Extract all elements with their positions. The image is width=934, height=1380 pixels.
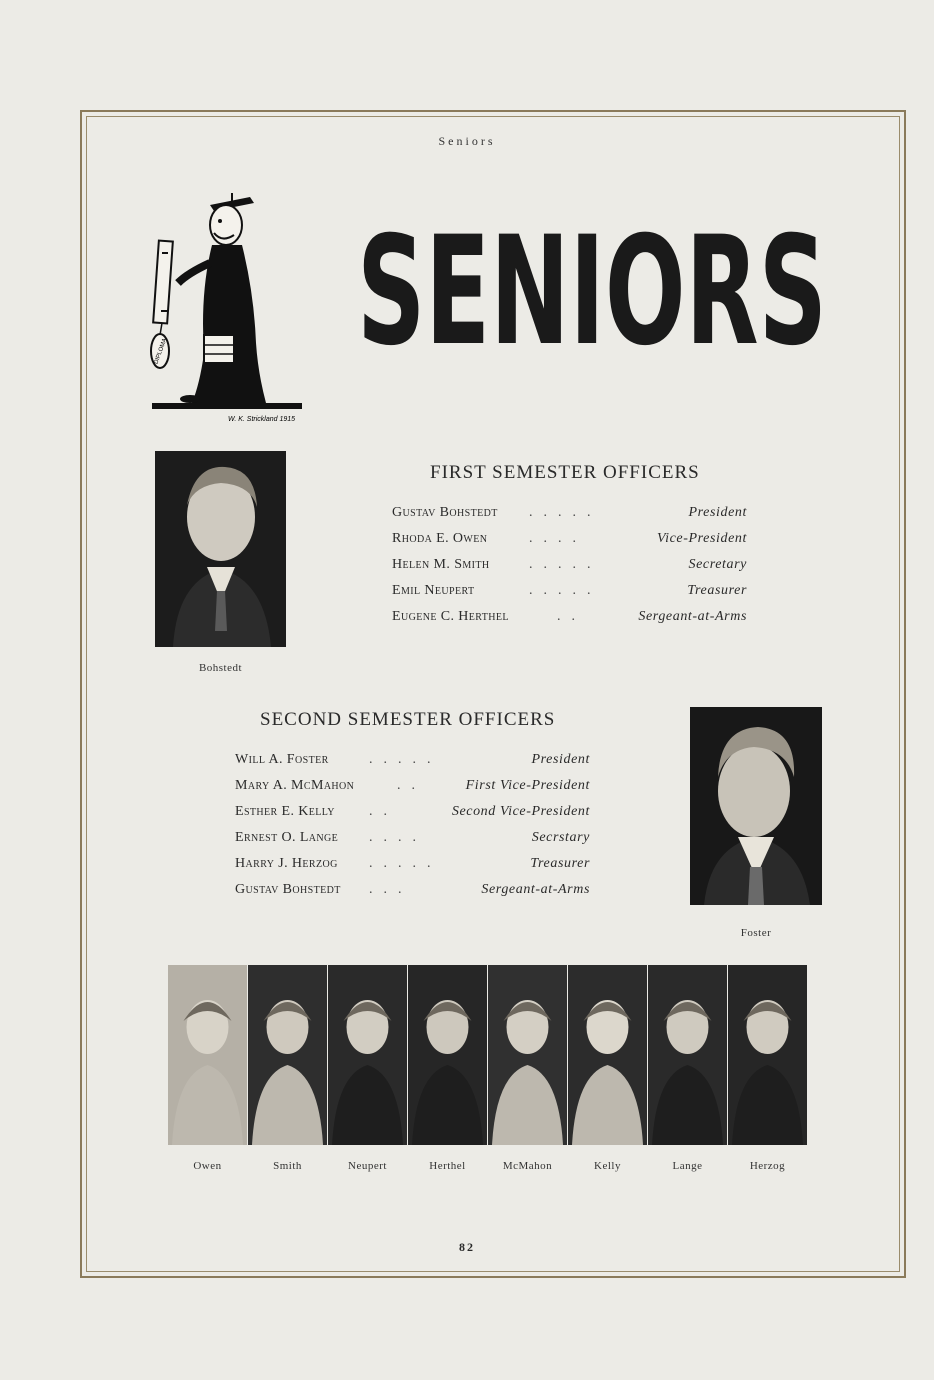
caption-kelly: Kelly <box>594 1160 621 1172</box>
first-officer-row <box>392 609 747 631</box>
officer-role: President <box>531 752 590 767</box>
first-semester-heading: FIRST SEMESTER OFFICERS <box>430 462 700 483</box>
portrait-photo-bohstedt <box>155 451 286 647</box>
portrait-photo-owen <box>168 965 247 1145</box>
portrait-photo-neupert <box>328 965 407 1145</box>
leader-dots: ... <box>369 882 413 897</box>
officer-name: Eugene C. Herthel <box>392 609 509 624</box>
officer-name: Gustav Bohstedt <box>392 505 498 520</box>
officer-role: Sergeant-at-Arms <box>481 882 590 897</box>
artist-signature: W. K. Strickland 1915 <box>228 416 296 423</box>
second-officer-row <box>235 804 590 826</box>
portrait-photo-herthel <box>408 965 487 1145</box>
caption-herthel: Herthel <box>429 1160 466 1172</box>
second-officer-row <box>235 778 590 800</box>
second-semester-heading: SECOND SEMESTER OFFICERS <box>260 709 556 730</box>
officer-name: Will A. Foster <box>235 752 329 767</box>
leader-dots: ..... <box>529 505 602 520</box>
officer-role: Second Vice-President <box>451 804 590 819</box>
officer-name: Rhoda E. Owen <box>392 531 488 546</box>
first-officer-row <box>392 531 747 553</box>
officer-role: President <box>688 505 747 520</box>
officer-name: Emil Neupert <box>392 583 475 598</box>
leader-dots: .. <box>369 804 398 819</box>
officer-name: Helen M. Smith <box>392 557 490 572</box>
second-officer-row <box>235 856 590 878</box>
leader-dots: .... <box>529 531 587 546</box>
diploma-tag-text: DIPLOMA <box>153 337 169 366</box>
officer-role: Treasurer <box>687 583 747 598</box>
officer-name: Esther E. Kelly <box>235 804 335 819</box>
officer-name: Harry J. Herzog <box>235 856 338 871</box>
officer-role: Sergeant-at-Arms <box>638 609 747 624</box>
first-officer-row <box>392 505 747 527</box>
officer-name: Gustav Bohstedt <box>235 882 341 897</box>
caption-bohstedt: Bohstedt <box>198 662 243 674</box>
portrait-photo-foster <box>690 707 822 905</box>
title-text: SENIORS <box>357 215 827 365</box>
officer-name: Mary A. McMahon <box>235 778 355 793</box>
portrait-photo-kelly <box>568 965 647 1145</box>
graduate-cartoon-illustration <box>148 183 323 423</box>
second-officer-row <box>235 752 590 774</box>
leader-dots: .. <box>397 778 426 793</box>
leader-dots: ..... <box>369 752 442 767</box>
page-title <box>352 215 832 365</box>
leader-dots: ..... <box>529 557 602 572</box>
running-head: Seniors <box>438 134 496 148</box>
officer-role: First Vice-President <box>465 778 590 793</box>
officer-name: Ernest O. Lange <box>235 830 339 845</box>
portrait-photo-lange <box>648 965 727 1145</box>
first-officer-row <box>392 557 747 579</box>
officer-role: Vice-President <box>656 531 747 546</box>
officer-role: Secrstary <box>531 830 590 845</box>
caption-lange: Lange <box>672 1160 703 1172</box>
page-number: 82 <box>459 1240 475 1254</box>
second-officer-row <box>235 882 590 904</box>
leader-dots: ..... <box>529 583 602 598</box>
officer-role: Treasurer <box>530 856 590 871</box>
officer-role: Secretary <box>688 557 747 572</box>
caption-neupert: Neupert <box>348 1160 387 1172</box>
portrait-photo-herzog <box>728 965 807 1145</box>
caption-mcmahon: McMahon <box>502 1160 553 1172</box>
caption-smith: Smith <box>273 1160 302 1172</box>
first-officer-row <box>392 583 747 605</box>
caption-foster: Foster <box>740 927 772 939</box>
second-officer-row <box>235 830 590 852</box>
caption-owen: Owen <box>193 1160 222 1172</box>
leader-dots: ..... <box>369 856 442 871</box>
caption-herzog: Herzog <box>749 1160 786 1172</box>
leader-dots: .. <box>557 609 586 624</box>
leader-dots: .... <box>369 830 427 845</box>
portrait-photo-smith <box>248 965 327 1145</box>
portrait-photo-mcmahon <box>488 965 567 1145</box>
